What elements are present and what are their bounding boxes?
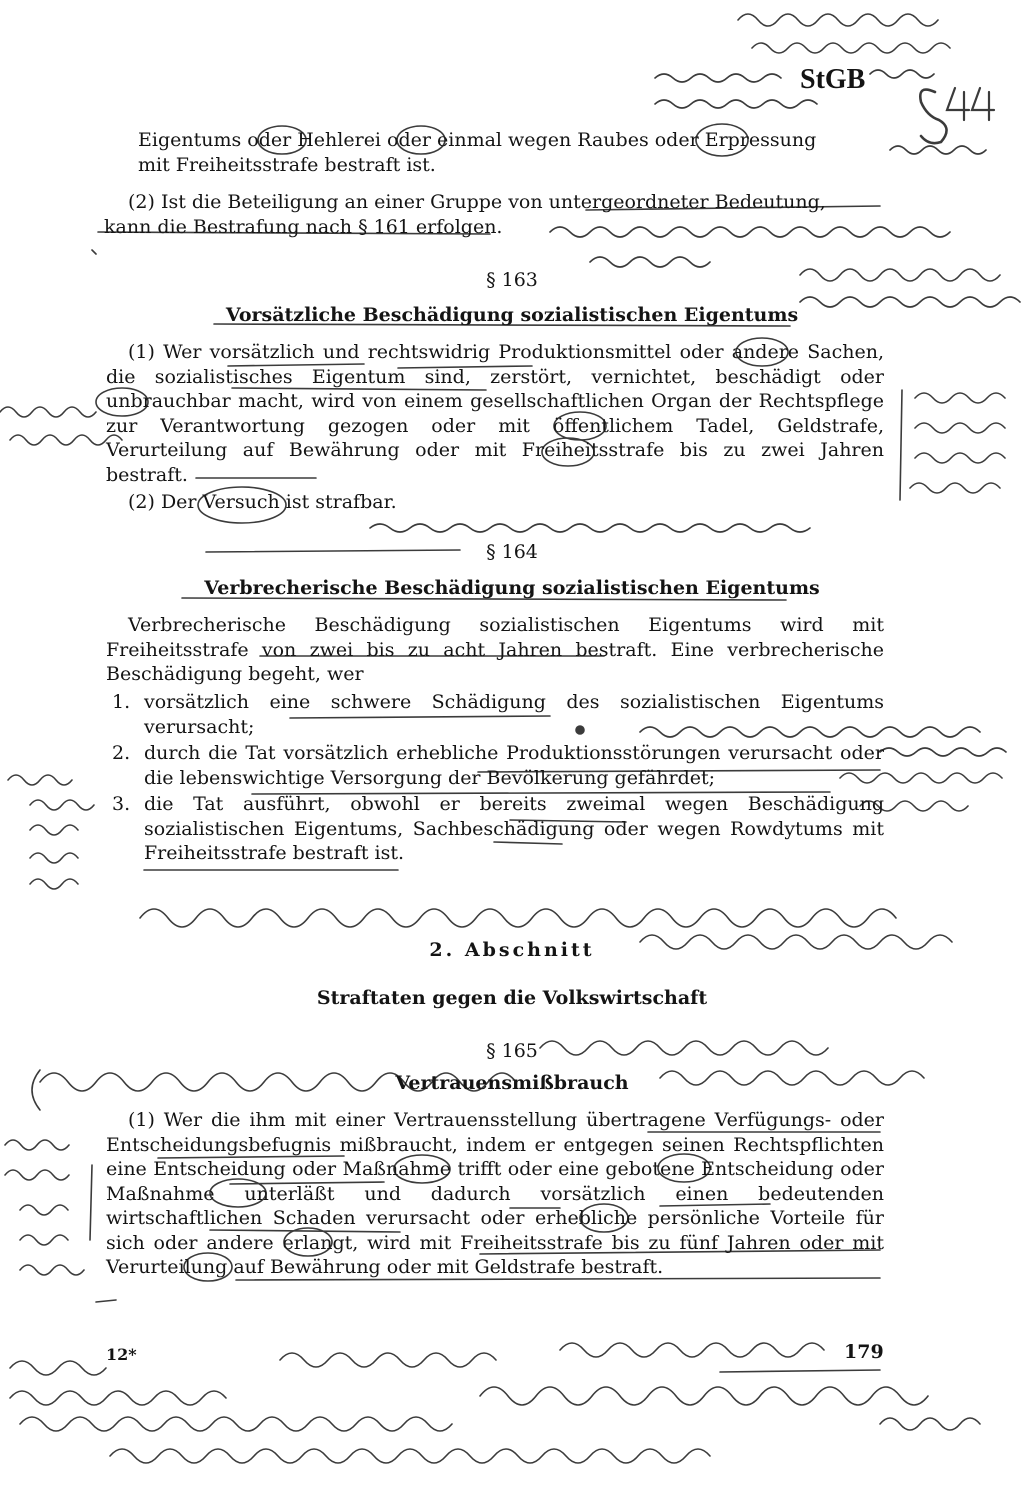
section-164-intro	[106, 613, 884, 687]
handwriting-scribble	[752, 43, 950, 53]
section-163-paragraph-2: (2) Der Versuch ist strafbar.	[128, 491, 397, 513]
handwriting-scribble	[8, 775, 72, 785]
para2-line-2: kann die Bestrafung nach § 161 erfolgen.	[104, 216, 503, 238]
handwriting-scribble	[915, 423, 1005, 433]
handwriting-scribble	[10, 1391, 226, 1405]
handwriting-scribble	[20, 1265, 84, 1275]
handwriting-scribble	[110, 1449, 710, 1463]
handwriting-scribble	[915, 453, 1005, 463]
bracket-mark	[900, 390, 902, 500]
handwriting-scribble	[280, 1353, 496, 1367]
handwriting-scribble	[590, 257, 710, 267]
handwriting-scribble	[870, 70, 934, 78]
continuation-line-2: mit Freiheitsstrafe bestraft ist.	[138, 154, 436, 176]
handwriting-scribble	[890, 146, 986, 154]
handwriting-scribble	[20, 1417, 452, 1431]
handwriting-scribble	[738, 14, 938, 26]
handwriting-scribble	[30, 853, 78, 863]
section-163-body	[106, 340, 884, 515]
underline-mark	[720, 1370, 880, 1372]
handwriting-scribble	[30, 825, 78, 835]
para2-line-1: (2) Ist die Beteiligung an einer Gruppe von untergeordneter Bedeutung,	[128, 191, 826, 213]
handwriting-scribble	[20, 1205, 68, 1215]
section-165-title: Vertrauensmißbrauch	[395, 1072, 629, 1094]
list-item	[112, 741, 884, 790]
list-item-number: 2.	[112, 742, 131, 764]
handwriting-scribble	[880, 1418, 980, 1430]
section-165-paragraph-1: (1) Wer die ihm mit einer Vertrauensstellung übertragene Verfügungs- oder Entscheidungsbefugnis mißbraucht, indem er entgegen seinen Rechtspflichten eine Entscheidung oder Maßnahme trifft oder eine gebotene Entscheidung oder Maßnahme unterläßt und dadurch vorsätzlich einen bedeutenden wirtschaftlichen Schaden verursacht oder erhebliche persönliche Vorteile für sich oder andere erlangt, wird mit Freiheitsstrafe bis zu fünf Jahren oder mit Verurteilung auf Bewährung oder mit Geldstrafe bestraft.	[106, 1109, 884, 1278]
handwriting-scribble	[20, 1235, 68, 1245]
handwriting-scribble	[0, 407, 96, 417]
section-164-title: Verbrecherische Beschädigung sozialistischen Eigentums	[204, 577, 820, 599]
page-number: 179	[844, 1341, 884, 1363]
section-164-number: § 164	[486, 541, 538, 563]
handwriting-scribble	[910, 483, 1000, 493]
section-163-paragraph-1: (1) Wer vorsätzlich und rechtswidrig Produktionsmittel oder andere Sachen, die sozialistisches Eigentum sind, zerstört, vernichtet, beschädigt oder unbrauchbar macht, wird von einem gesellschaftlichen Organ der Rechtspflege zur Verantwortung gezogen oder mit öffentlichem Tadel, Geldstrafe, Verurteilung auf Bewährung oder mit Freiheitsstrafe bis zu zwei Jahren bestraft.	[106, 341, 884, 486]
handwriting-scribble	[480, 1387, 928, 1405]
handwriting-scribble	[10, 1361, 106, 1375]
signature-mark: 12*	[106, 1345, 137, 1364]
code-label: StGB	[800, 64, 866, 95]
handwriting-scribble	[5, 1170, 69, 1180]
section-165-body	[106, 1108, 884, 1280]
handwriting-scribble	[655, 74, 781, 82]
arrow-mark	[96, 1300, 116, 1302]
arrow-mark	[92, 250, 96, 254]
handwriting-scribble	[370, 524, 810, 532]
handwriting-scribble	[30, 800, 94, 810]
section-163-title: Vorsätzliche Beschädigung sozialistischen Eigentums	[225, 304, 799, 326]
section-164-list	[112, 690, 884, 868]
chapter-label: 2. Abschnitt	[429, 939, 595, 961]
list-item-text: die Tat ausführt, obwohl er bereits zweimal wegen Beschädigung sozialistischen Eigentums, Sachbeschädigung oder wegen Rowdytums mit Freiheitsstrafe bestraft ist.	[144, 793, 884, 864]
handwriting-scribble	[30, 879, 78, 889]
bracket-mark	[90, 1165, 92, 1240]
handwriting-scribble	[560, 1343, 824, 1357]
section-163-number: § 163	[486, 269, 538, 291]
section-165-number: § 165	[486, 1040, 538, 1062]
list-item-text: durch die Tat vorsätzlich erhebliche Produktionsstörungen verursacht oder die lebenswichtige Versorgung der Bevölkerung gefährdet;	[144, 742, 884, 789]
handwriting-scribble	[5, 1140, 69, 1150]
handwriting-scribble	[880, 748, 1006, 756]
handwriting-scribble	[655, 100, 817, 108]
chapter-title: Straftaten gegen die Volkswirtschaft	[316, 987, 708, 1009]
list-item-number: 1.	[112, 691, 131, 713]
list-item-number: 3.	[112, 793, 131, 815]
list-item	[112, 792, 884, 866]
handwriting-scribble	[140, 909, 896, 927]
handwriting-scribble	[915, 393, 1005, 403]
list-item	[112, 690, 884, 739]
handwriting-scribble	[550, 227, 950, 237]
handwritten-paragraph-sign	[920, 90, 946, 144]
list-item-text: vorsätzlich eine schwere Schädigung des sozialistischen Eigentums verursacht;	[144, 691, 884, 738]
continuation-line-1: Eigentums oder Hehlerei oder einmal wegen Raubes oder Erpressung	[138, 129, 817, 151]
section-164-intro-text: Verbrecherische Beschädigung sozialistischen Eigentums wird mit Freiheitsstrafe von zwei bis zu acht Jahren bestraft. Eine verbrecherische Beschädigung begeht, wer	[106, 614, 884, 685]
